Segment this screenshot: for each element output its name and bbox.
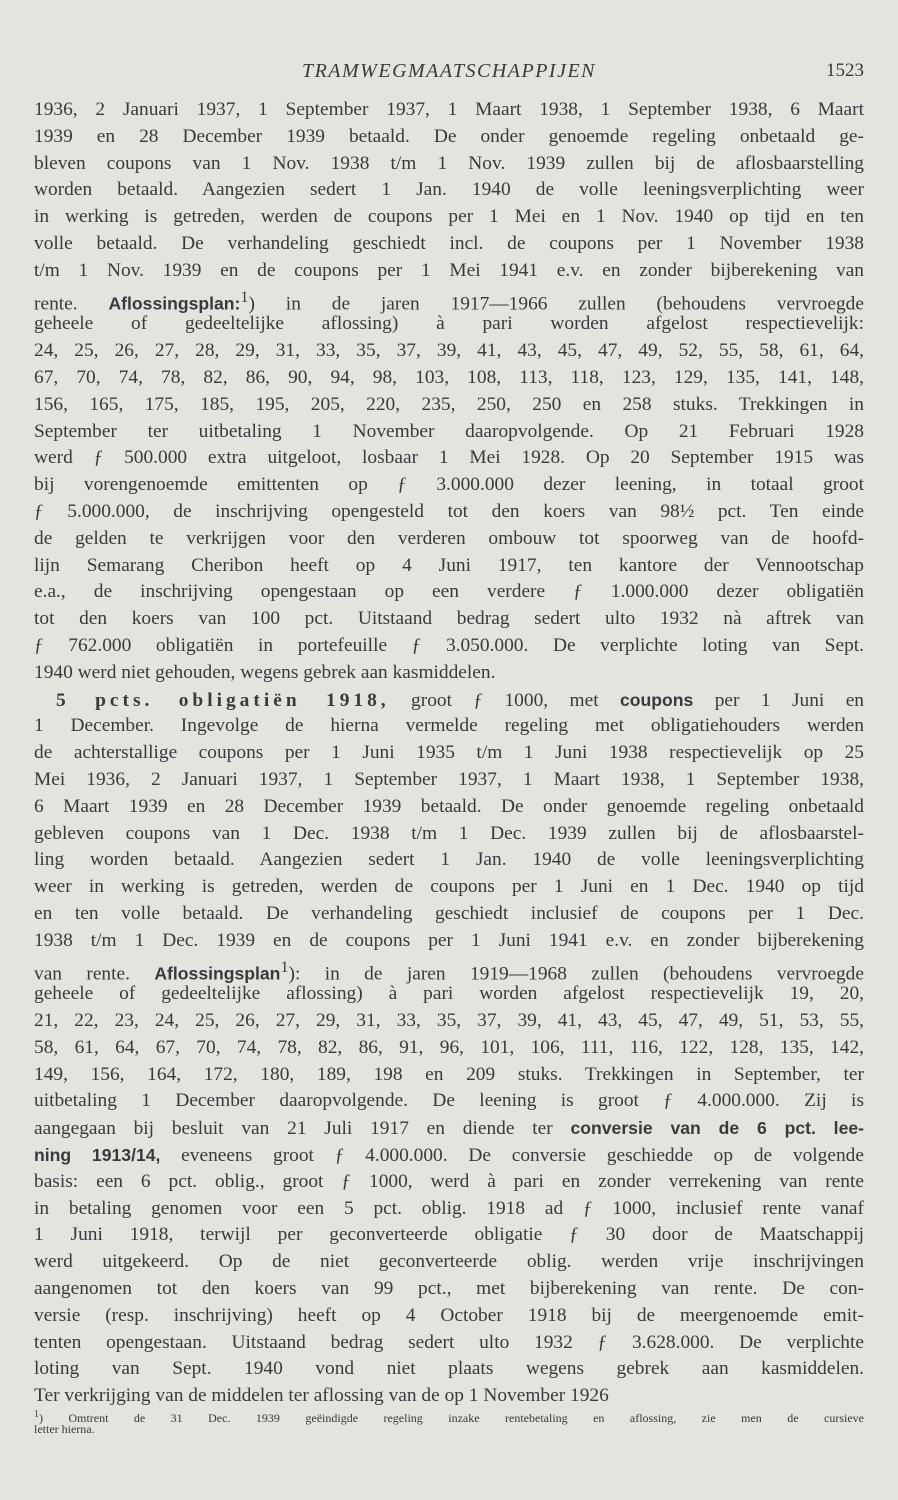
text-line: 1938 t/m 1 Dec. 1939 en de coupons per 1 Juni 1941 e.v. en zonder bijberekening: [34, 929, 864, 951]
text-line: 6 Maart 1939 en 28 December 1939 betaald. De onder genoemde regeling onbetaald: [34, 795, 864, 817]
text-line: [34, 1142, 864, 1169]
running-header: [34, 60, 864, 90]
text-line: 1939 en 28 December 1939 betaald. De onder genoemde regeling onbetaald ge-: [34, 125, 864, 147]
text-line: [34, 687, 864, 714]
text-line: werd ƒ 500.000 extra uitgeloot, losbaar 1 Mei 1928. Op 20 September 1915 was: [34, 447, 864, 469]
text-line: ling worden betaald. Aangezien sedert 1 Jan. 1940 de volle leeningsverplichting: [34, 849, 864, 871]
text-line: 58, 61, 64, 67, 70, 74, 78, 82, 86, 91, 96, 101, 106, 111, 116, 122, 128, 135, 142,: [34, 1036, 864, 1058]
text-line: 24, 25, 26, 27, 28, 29, 31, 33, 35, 37, 39, 41, 43, 45, 47, 49, 52, 55, 58, 61, 64,: [34, 340, 864, 362]
text-line: 149, 156, 164, 172, 180, 189, 198 en 209 stuks. Trekkingen in September, ter: [34, 1063, 864, 1085]
page-number: 1523: [826, 60, 864, 81]
footnote-marker: 1: [34, 1409, 39, 1420]
text-line: weer in werking is getreden, werden de coupons per 1 Juni en 1 Dec. 1940 op tijd: [34, 876, 864, 898]
text-line: tenten opengestaan. Uitstaand bedrag sedert ulto 1932 ƒ 3.628.000. De verplichte: [34, 1331, 864, 1353]
text-line: [34, 955, 864, 982]
text-line: 1940 werd niet gehouden, wegens gebrek aan kasmiddelen.: [34, 661, 496, 683]
text-span: ) in de jaren 1917—1966 zullen (behoudens vervroegde: [248, 293, 864, 315]
text-line: ƒ 762.000 obligatiën in portefeuille ƒ 3.050.000. De verplichte loting van Sept.: [34, 634, 864, 656]
text-line: [34, 285, 864, 315]
text-line: in werking is getreden, werden de coupons per 1 Mei en 1 Nov. 1940 op tijd en ten: [34, 206, 864, 228]
text-line: werd uitgekeerd. Op de niet geconverteerde oblig. werden vrije inschrijvingen: [34, 1251, 864, 1273]
text-span: ): in de jaren 1919—1968 zullen (behoudens vervroegde: [288, 962, 864, 984]
text-line: geheele of gedeeltelijke aflossing) à pari worden afgelost respectievelijk 19, 20,: [34, 983, 864, 1005]
body-text: [34, 97, 864, 1410]
footnote-text: ) Omtrent de 31 Dec. 1939 geëindigde regeling inzake rentebetaling en aflossing, zie men de cursieve: [39, 1411, 864, 1425]
text-line: loting van Sept. 1940 vond niet plaats wegens gebrek aan kasmiddelen.: [34, 1358, 864, 1380]
bold-term: ning 1913/14,: [34, 1145, 161, 1166]
text-line: 1 December. Ingevolge de hierna vermelde regeling met obligatiehouders werden: [34, 715, 864, 737]
text-line: 67, 70, 74, 78, 82, 86, 90, 94, 98, 103, 108, 113, 118, 123, 129, 135, 141, 148,: [34, 366, 864, 388]
text-line: ƒ 5.000.000, de inschrijving opengesteld tot den koers van 98½ pct. Ten einde: [34, 500, 864, 522]
text-line: Mei 1936, 2 Januari 1937, 1 September 1937, 1 Maart 1938, 1 September 1938,: [34, 768, 864, 790]
text-line: Ter verkrijging van de middelen ter aflossing van de op 1 November 1926: [34, 1385, 609, 1407]
text-line: tot den koers van 100 pct. Uitstaand bedrag sedert ulto 1932 nà aftrek van: [34, 608, 864, 630]
text-line: de achterstallige coupons per 1 Juni 1935 t/m 1 Juni 1938 respectievelijk op 25: [34, 742, 864, 764]
text-line: e.a., de inschrijving opengestaan op een verdere ƒ 1.000.000 dezer obligatiën: [34, 581, 864, 603]
text-span: rente.: [34, 293, 109, 315]
text-span: groot ƒ 1000, met: [389, 689, 620, 711]
text-line: September ter uitbetaling 1 November daaropvolgende. Op 21 Februari 1928: [34, 420, 864, 442]
text-line: de gelden te verkrijgen voor den verderen ombouw tot spoorweg van de hoofd-: [34, 527, 864, 549]
bold-term: conversie van de 6 pct. lee-: [570, 1118, 864, 1139]
text-line: versie (resp. inschrijving) heeft op 4 October 1918 bij de meergenoemde emit-: [34, 1304, 864, 1326]
running-title: TRAMWEGMAATSCHAPPIJEN: [301, 60, 597, 82]
text-line: bleven coupons van 1 Nov. 1938 t/m 1 Nov. 1939 zullen bij de aflosbaarstelling: [34, 152, 864, 174]
text-line: 1 Juni 1918, terwijl per geconverteerde obligatie ƒ 30 door de Maatschappij: [34, 1224, 864, 1246]
footnote-line: [34, 1407, 864, 1425]
footnote: [34, 1407, 864, 1437]
text-line: lijn Semarang Cheribon heeft op 4 Juni 1917, ten kantore der Vennootschap: [34, 554, 864, 576]
text-line: geheele of gedeeltelijke aflossing) à pari worden afgelost respectievelijk:: [34, 313, 864, 335]
text-span: aangegaan bij besluit van 21 Juli 1917 en diende ter: [34, 1118, 571, 1140]
text-line: uitbetaling 1 December daaropvolgende. De leening is groot ƒ 4.000.000. Zij is: [34, 1090, 864, 1112]
text-span: eveneens groot ƒ 4.000.000. De conversie geschiedde op de volgende: [160, 1145, 864, 1167]
text-line: [34, 1115, 864, 1142]
text-line: gebleven coupons van 1 Dec. 1938 t/m 1 Dec. 1939 zullen bij de aflosbaarstel-: [34, 822, 864, 844]
text-line: volle betaald. De verhandeling geschiedt incl. de coupons per 1 November 1938: [34, 232, 864, 254]
footnote-line: letter hierna.: [34, 1422, 95, 1436]
text-line: worden betaald. Aangezien sedert 1 Jan. 1940 de volle leeningsverplichting weer: [34, 179, 864, 201]
text-line: bij vorengenoemde emittenten op ƒ 3.000.000 dezer leening, in totaal groot: [34, 474, 864, 496]
footnote-ref: 1: [280, 958, 289, 976]
footnote-ref: 1: [240, 288, 249, 306]
text-line: en ten volle betaald. De verhandeling geschiedt inclusief de coupons per 1 Dec.: [34, 902, 864, 924]
text-line: basis: een 6 pct. oblig., groot ƒ 1000, werd à pari en zonder verrekening van rente: [34, 1170, 864, 1192]
section-heading: 5 pcts. obligatiën 1918,: [56, 689, 390, 711]
text-line: t/m 1 Nov. 1939 en de coupons per 1 Mei 1941 e.v. en zonder bijberekening van: [34, 259, 864, 281]
text-line: in betaling genomen voor een 5 pct. oblig. 1918 ad ƒ 1000, inclusief rente vanaf: [34, 1197, 864, 1219]
bold-term: Aflossingsplan:: [108, 293, 241, 314]
text-line: 1936, 2 Januari 1937, 1 September 1937, 1 Maart 1938, 1 September 1938, 6 Maart: [34, 99, 864, 120]
bold-term: coupons: [620, 689, 694, 710]
text-line: aangenomen tot den koers van 99 pct., met bijberekening van rente. De con-: [34, 1278, 864, 1300]
text-span: per 1 Juni en: [693, 689, 864, 711]
text-line: 156, 165, 175, 185, 195, 205, 220, 235, 250, 250 en 258 stuks. Trekkingen in: [34, 393, 864, 415]
bold-term: Aflossingsplan: [154, 962, 281, 983]
text-span: van rente.: [34, 962, 155, 984]
text-line: 21, 22, 23, 24, 25, 26, 27, 29, 31, 33, 35, 37, 39, 41, 43, 45, 47, 49, 51, 53, 55,: [34, 1010, 864, 1032]
